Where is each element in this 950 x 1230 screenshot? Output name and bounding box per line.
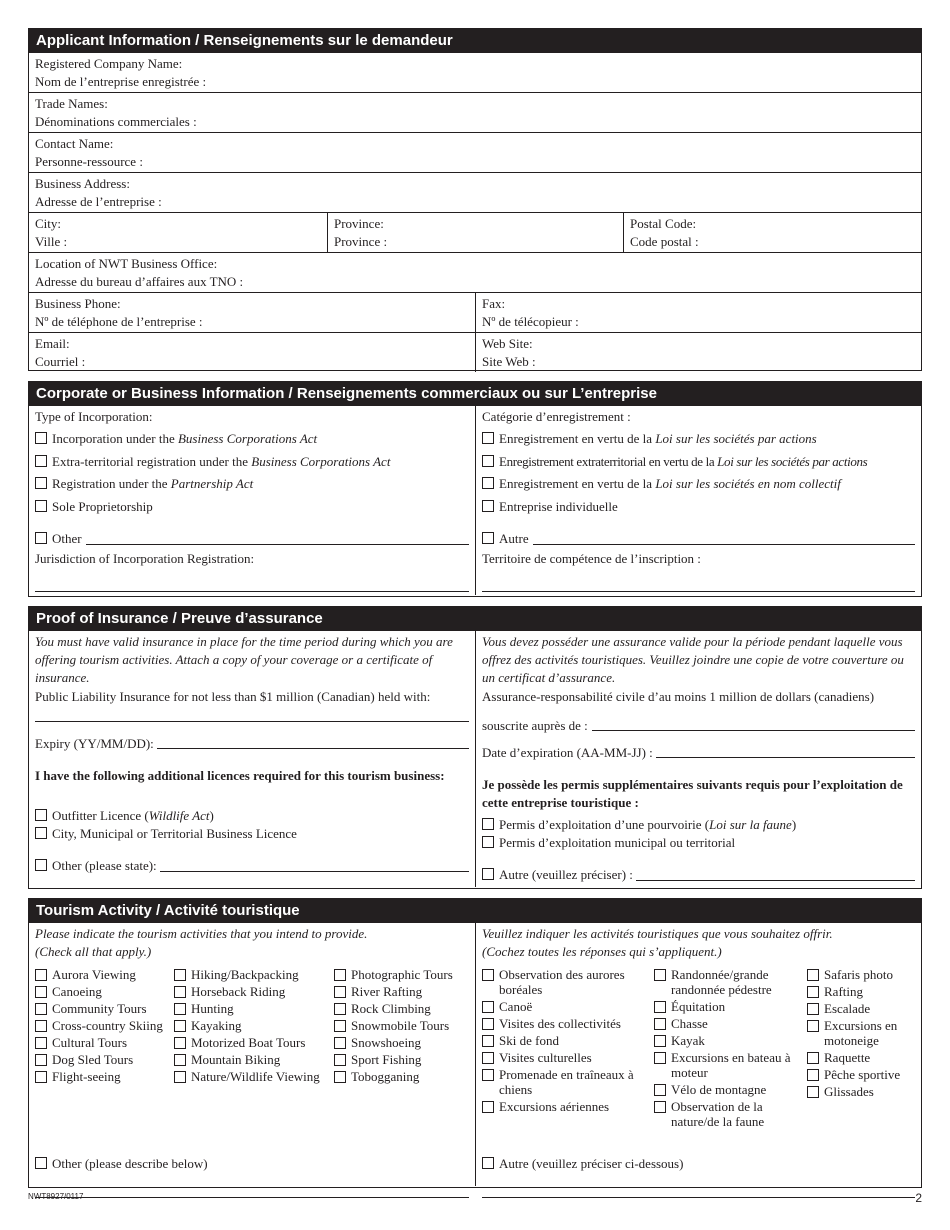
other-input-line[interactable] bbox=[86, 544, 469, 545]
corporate-section bbox=[28, 381, 922, 597]
activity-option[interactable] bbox=[35, 967, 174, 982]
insurance-header: Proof of Insurance / Preuve d’assurance bbox=[29, 607, 921, 631]
licences-heading-en: I have the following additional licences required for this tourism business: bbox=[35, 768, 445, 783]
checkbox[interactable] bbox=[35, 477, 47, 489]
other-licence-fr-input-line[interactable] bbox=[636, 880, 915, 881]
corporate-header: Corporate or Business Information / Renseignements commerciaux ou sur L’entreprise bbox=[29, 382, 921, 406]
held-field-fr[interactable]: souscrite auprès de : bbox=[482, 710, 915, 735]
activity-option[interactable] bbox=[807, 984, 915, 999]
activity-option[interactable] bbox=[334, 1018, 469, 1033]
checkbox[interactable] bbox=[482, 836, 494, 848]
activity-label: Raquette bbox=[824, 1050, 871, 1065]
postal-code-field[interactable] bbox=[623, 213, 921, 252]
website-label-fr: Site Web : bbox=[482, 354, 536, 369]
checkbox[interactable] bbox=[654, 969, 666, 981]
activity-option[interactable] bbox=[482, 1067, 648, 1097]
activity-label: Excursions aériennes bbox=[499, 1099, 610, 1114]
business-address-label-fr: Adresse de l’entreprise : bbox=[35, 194, 162, 209]
company-name-label-en: Registered Company Name: bbox=[35, 56, 183, 71]
activity-option[interactable] bbox=[334, 1069, 469, 1084]
business-phone-field[interactable] bbox=[29, 293, 475, 332]
other-activity-input-line[interactable] bbox=[35, 1196, 469, 1198]
province-label-en: Province: bbox=[334, 216, 384, 231]
checkbox[interactable] bbox=[807, 1069, 819, 1081]
trade-names-label-fr: Dénominations commerciales : bbox=[35, 114, 197, 129]
tourism-intro-en-1: Please indicate the tourism activities that you intend to provide. bbox=[35, 926, 368, 941]
checkbox[interactable] bbox=[174, 986, 186, 998]
activity-label: Photographic Tours bbox=[351, 967, 453, 982]
activity-option[interactable] bbox=[35, 1052, 174, 1067]
jurisdiction-label: Jurisdiction of Incorporation Registration: bbox=[35, 551, 255, 566]
activity-label: Sport Fishing bbox=[351, 1052, 422, 1067]
activity-option[interactable] bbox=[35, 1018, 174, 1033]
checkbox[interactable] bbox=[482, 455, 494, 467]
activity-label: Observation des aurores boréales bbox=[499, 967, 625, 997]
fr-partnership-option[interactable]: Enregistrement en vertu de la Loi sur les sociétés en nom collectif bbox=[482, 475, 915, 498]
insurance-french-column bbox=[475, 631, 921, 887]
contact-name-field[interactable] bbox=[29, 133, 921, 172]
checkbox[interactable] bbox=[334, 1037, 346, 1049]
form-code: NWT8927/0117 bbox=[28, 1192, 84, 1201]
activity-label: Canoeing bbox=[52, 984, 102, 999]
sole-proprietorship-option[interactable]: Sole Proprietorship bbox=[35, 498, 469, 521]
fax-label-fr: Nº de télécopieur : bbox=[482, 314, 579, 329]
checkbox[interactable] bbox=[35, 1003, 47, 1015]
checkbox[interactable] bbox=[35, 827, 47, 839]
activity-option[interactable] bbox=[654, 999, 801, 1014]
nwt-office-label-en: Location of NWT Business Office: bbox=[35, 256, 218, 271]
activity-label: Pêche sportive bbox=[824, 1067, 901, 1082]
trade-names-field[interactable] bbox=[29, 93, 921, 132]
applicant-header: Applicant Information / Renseignements sur le demandeur bbox=[29, 29, 921, 53]
checkbox[interactable] bbox=[482, 868, 494, 880]
checkbox[interactable] bbox=[35, 1157, 47, 1169]
activity-label: Promenade en traîneaux à chiens bbox=[499, 1067, 634, 1097]
expiry-field-en[interactable]: Expiry (YY/MM/DD): bbox=[35, 735, 469, 767]
fax-label-en: Fax: bbox=[482, 296, 506, 311]
checkbox[interactable] bbox=[174, 1037, 186, 1049]
activity-option[interactable] bbox=[654, 1050, 801, 1080]
activity-option[interactable] bbox=[35, 1035, 174, 1050]
activity-label: Hiking/Backpacking bbox=[191, 967, 299, 982]
activity-label: Excursions en bateau à moteur bbox=[671, 1050, 791, 1080]
checkbox[interactable] bbox=[654, 1035, 666, 1047]
checkbox[interactable] bbox=[334, 986, 346, 998]
outfitter-option[interactable]: Outfitter Licence (Wildlife Act) bbox=[35, 807, 469, 825]
checkbox[interactable] bbox=[482, 532, 494, 544]
insurance-intro-en: You must have valid insurance in place for the time period during which you are offering tourism activities. Attach a copy of your coverage or a certificate of insurance. bbox=[35, 634, 453, 685]
activity-label: Visites culturelles bbox=[499, 1050, 592, 1065]
type-of-incorporation-label: Type of Incorporation: bbox=[35, 409, 153, 424]
checkbox[interactable] bbox=[807, 969, 819, 981]
checkbox[interactable] bbox=[654, 1101, 666, 1113]
checkbox[interactable] bbox=[35, 1037, 47, 1049]
activity-option[interactable] bbox=[35, 1001, 174, 1016]
activity-label: Motorized Boat Tours bbox=[191, 1035, 306, 1050]
held-input-line[interactable] bbox=[592, 730, 915, 731]
activity-option[interactable] bbox=[654, 1082, 801, 1097]
activity-option[interactable] bbox=[35, 1069, 174, 1084]
activity-label: Kayak bbox=[671, 1033, 705, 1048]
checkbox[interactable] bbox=[35, 532, 47, 544]
activity-label: Safaris photo bbox=[824, 967, 893, 982]
activity-label: Kayaking bbox=[191, 1018, 242, 1033]
activities-en-col2 bbox=[174, 967, 334, 1086]
activity-option[interactable] bbox=[334, 1035, 469, 1050]
other-activity-option-fr[interactable]: Autre (veuillez préciser ci-dessous) bbox=[482, 1155, 915, 1175]
email-label-en: Email: bbox=[35, 336, 70, 351]
activity-label: Ski de fond bbox=[499, 1033, 559, 1048]
activity-label: Vélo de montagne bbox=[671, 1082, 767, 1097]
checkbox[interactable] bbox=[654, 1001, 666, 1013]
liability-label-fr: Assurance-responsabilité civile d’au moins 1 million de dollars (canadiens) bbox=[482, 689, 875, 704]
website-label-en: Web Site: bbox=[482, 336, 533, 351]
checkbox[interactable] bbox=[174, 1054, 186, 1066]
activity-option[interactable] bbox=[807, 967, 915, 982]
activity-label: Excursions en motoneige bbox=[824, 1018, 898, 1048]
website-field[interactable] bbox=[475, 333, 921, 372]
expiry-input-line[interactable] bbox=[157, 735, 469, 749]
checkbox[interactable] bbox=[482, 969, 494, 981]
activity-option[interactable] bbox=[482, 1050, 648, 1065]
activity-option[interactable] bbox=[482, 1099, 648, 1114]
checkbox[interactable] bbox=[35, 1071, 47, 1083]
page-number: 2 bbox=[915, 1191, 922, 1205]
extra-territorial-option[interactable]: Extra-territorial registration under the Business Corporations Act bbox=[35, 453, 469, 476]
activity-label: Tobogganing bbox=[351, 1069, 420, 1084]
insurance-intro-fr: Vous devez posséder une assurance valide pour la période pendant laquelle vous offrez des activités touristiques. Veuillez joindre une copie de votre couverture ou un certificat d’assurance. bbox=[482, 634, 904, 685]
activity-option[interactable] bbox=[174, 1069, 334, 1084]
fr-other-option[interactable]: Autre bbox=[482, 520, 915, 548]
checkbox[interactable] bbox=[174, 969, 186, 981]
province-label-fr: Province : bbox=[334, 234, 388, 249]
company-name-field[interactable] bbox=[29, 53, 921, 92]
checkbox[interactable] bbox=[35, 432, 47, 444]
activity-option[interactable] bbox=[334, 967, 469, 982]
activity-label: Snowmobile Tours bbox=[351, 1018, 450, 1033]
checkbox[interactable] bbox=[35, 986, 47, 998]
activity-option[interactable] bbox=[807, 1018, 915, 1048]
checkbox[interactable] bbox=[35, 1020, 47, 1032]
activity-option[interactable] bbox=[807, 1084, 915, 1099]
activity-option[interactable] bbox=[174, 1052, 334, 1067]
checkbox[interactable] bbox=[482, 1052, 494, 1064]
tourism-section bbox=[28, 898, 922, 1188]
tourism-header: Tourism Activity / Activité touristique bbox=[29, 899, 921, 923]
corporate-french-column bbox=[475, 406, 921, 595]
activity-label: Chasse bbox=[671, 1016, 708, 1031]
activity-option[interactable] bbox=[35, 984, 174, 999]
other-licence-option-fr[interactable]: Autre (veuillez préciser) : bbox=[482, 862, 915, 884]
checkbox[interactable] bbox=[174, 1003, 186, 1015]
checkbox[interactable] bbox=[482, 1157, 494, 1169]
checkbox[interactable] bbox=[807, 986, 819, 998]
activity-option[interactable] bbox=[482, 1016, 648, 1031]
activity-label: Équitation bbox=[671, 999, 726, 1014]
fr-sole-proprietorship-option[interactable]: Entreprise individuelle bbox=[482, 498, 915, 521]
contact-name-label-fr: Personne-ressource : bbox=[35, 154, 143, 169]
liability-input-line[interactable] bbox=[35, 720, 469, 722]
activity-option[interactable] bbox=[807, 1050, 915, 1065]
activity-option[interactable] bbox=[334, 1052, 469, 1067]
incorporation-option[interactable]: Incorporation under the Business Corporations Act bbox=[35, 430, 469, 453]
activity-option[interactable] bbox=[334, 984, 469, 999]
activity-label: Hunting bbox=[191, 1001, 234, 1016]
territoire-label: Territoire de compétence de l’inscription : bbox=[482, 551, 701, 566]
activity-label: Community Tours bbox=[52, 1001, 147, 1016]
city-label-en: City: bbox=[35, 216, 62, 231]
checkbox[interactable] bbox=[654, 1084, 666, 1096]
postal-code-label-fr: Code postal : bbox=[630, 234, 699, 249]
tourism-intro-fr-1: Veuillez indiquer les activités touristiques que vous souhaitez offrir. bbox=[482, 926, 833, 941]
checkbox[interactable] bbox=[334, 969, 346, 981]
checkbox[interactable] bbox=[35, 455, 47, 467]
province-field[interactable] bbox=[327, 213, 623, 252]
checkbox[interactable] bbox=[35, 859, 47, 871]
activity-option[interactable] bbox=[174, 1035, 334, 1050]
activity-label: Cultural Tours bbox=[52, 1035, 128, 1050]
activity-label: Dog Sled Tours bbox=[52, 1052, 134, 1067]
activity-label: Rafting bbox=[824, 984, 863, 999]
checkbox[interactable] bbox=[35, 500, 47, 512]
fr-other-input-line[interactable] bbox=[533, 544, 915, 545]
checkbox[interactable] bbox=[174, 1071, 186, 1083]
checkbox[interactable] bbox=[35, 1054, 47, 1066]
activity-label: Escalade bbox=[824, 1001, 871, 1016]
activity-option[interactable] bbox=[174, 1018, 334, 1033]
checkbox[interactable] bbox=[482, 1001, 494, 1013]
activity-label: Aurora Viewing bbox=[52, 967, 136, 982]
other-licence-option[interactable]: Other (please state): bbox=[35, 853, 469, 875]
activities-en-col1 bbox=[35, 967, 174, 1086]
activities-en bbox=[35, 967, 469, 1086]
activity-label: Mountain Biking bbox=[191, 1052, 281, 1067]
email-field[interactable] bbox=[29, 333, 475, 372]
activities-fr bbox=[482, 967, 915, 1131]
trade-names-label-en: Trade Names: bbox=[35, 96, 108, 111]
checkbox[interactable] bbox=[807, 1086, 819, 1098]
city-field[interactable] bbox=[29, 213, 327, 252]
checkbox[interactable] bbox=[807, 1052, 819, 1064]
licences-heading-fr: Je possède les permis supplémentaires suivants requis pour l’exploitation de cette entreprise touristique : bbox=[482, 777, 903, 810]
fr-extra-territorial-option[interactable]: Enregistrement extraterritorial en vertu de la Loi sur les sociétés par actions bbox=[482, 453, 915, 476]
checkbox[interactable] bbox=[482, 1101, 494, 1113]
activity-option[interactable] bbox=[654, 1033, 801, 1048]
activity-option[interactable] bbox=[174, 967, 334, 982]
other-option[interactable]: Other bbox=[35, 520, 469, 548]
checkbox[interactable] bbox=[482, 1018, 494, 1030]
checkbox[interactable] bbox=[334, 1054, 346, 1066]
checkbox[interactable] bbox=[807, 1020, 819, 1032]
activity-label: Horseback Riding bbox=[191, 984, 286, 999]
activity-label: Glissades bbox=[824, 1084, 874, 1099]
activity-option[interactable] bbox=[654, 1099, 801, 1129]
activity-label: Rock Climbing bbox=[351, 1001, 431, 1016]
activities-fr-col1 bbox=[482, 967, 654, 1131]
activity-label: Nature/Wildlife Viewing bbox=[191, 1069, 320, 1084]
checkbox[interactable] bbox=[35, 809, 47, 821]
insurance-english-column bbox=[29, 631, 475, 887]
nwt-office-field[interactable] bbox=[29, 253, 921, 292]
tourism-french-column bbox=[475, 923, 921, 1186]
activity-label: Randonnée/grande randonnée pédestre bbox=[671, 967, 772, 997]
fax-field[interactable] bbox=[475, 293, 921, 332]
activity-option[interactable] bbox=[654, 967, 801, 997]
business-phone-label-en: Business Phone: bbox=[35, 296, 121, 311]
checkbox[interactable] bbox=[482, 818, 494, 830]
nwt-office-label-fr: Adresse du bureau d’affaires aux TNO : bbox=[35, 274, 244, 289]
business-address-field[interactable] bbox=[29, 173, 921, 212]
outfitter-option-fr[interactable]: Permis d’exploitation d’une pourvoirie (Loi sur la faune) bbox=[482, 816, 915, 834]
activity-option[interactable] bbox=[174, 984, 334, 999]
activity-option[interactable] bbox=[482, 999, 648, 1014]
activity-option[interactable] bbox=[174, 1001, 334, 1016]
business-phone-label-fr: Nº de téléphone de l’entreprise : bbox=[35, 314, 203, 329]
checkbox[interactable] bbox=[35, 969, 47, 981]
checkbox[interactable] bbox=[334, 1003, 346, 1015]
tourism-intro-en-2: (Check all that apply.) bbox=[35, 944, 152, 959]
company-name-label-fr: Nom de l’entreprise enregistrée : bbox=[35, 74, 207, 89]
insurance-section bbox=[28, 606, 922, 889]
other-activity-fr-input-line[interactable] bbox=[482, 1196, 915, 1198]
contact-name-label-en: Contact Name: bbox=[35, 136, 114, 151]
activity-label: Flight-seeing bbox=[52, 1069, 121, 1084]
categorie-label: Catégorie d’enregistrement : bbox=[482, 409, 631, 424]
activity-option[interactable] bbox=[482, 1033, 648, 1048]
checkbox[interactable] bbox=[482, 1069, 494, 1081]
activity-option[interactable] bbox=[807, 1067, 915, 1082]
liability-label-en: Public Liability Insurance for not less than $1 million (Canadian) held with: bbox=[35, 689, 431, 704]
corporate-english-column bbox=[29, 406, 475, 595]
expiry-fr-input-line[interactable] bbox=[656, 744, 915, 758]
partnership-option[interactable]: Registration under the Partnership Act bbox=[35, 475, 469, 498]
email-label-fr: Courriel : bbox=[35, 354, 86, 369]
fr-incorporation-option[interactable]: Enregistrement en vertu de la Loi sur les sociétés par actions bbox=[482, 430, 915, 453]
activity-option[interactable] bbox=[807, 1001, 915, 1016]
activities-en-col3 bbox=[334, 967, 469, 1086]
checkbox[interactable] bbox=[334, 1020, 346, 1032]
postal-code-label-en: Postal Code: bbox=[630, 216, 697, 231]
checkbox[interactable] bbox=[482, 477, 494, 489]
checkbox[interactable] bbox=[807, 1003, 819, 1015]
checkbox[interactable] bbox=[654, 1018, 666, 1030]
activity-label: River Rafting bbox=[351, 984, 423, 999]
city-licence-option[interactable]: City, Municipal or Territorial Business Licence bbox=[35, 825, 469, 843]
territoire-input-line[interactable] bbox=[482, 590, 915, 592]
activity-label: Visites des collectivités bbox=[499, 1016, 621, 1031]
activity-label: Canoë bbox=[499, 999, 533, 1014]
city-label-fr: Ville : bbox=[35, 234, 68, 249]
business-address-label-en: Business Address: bbox=[35, 176, 130, 191]
other-licence-input-line[interactable] bbox=[160, 871, 469, 872]
checkbox[interactable] bbox=[482, 1035, 494, 1047]
activity-label: Cross-country Skiing bbox=[52, 1018, 163, 1033]
checkbox[interactable] bbox=[334, 1071, 346, 1083]
tourism-english-column bbox=[29, 923, 475, 1186]
activity-option[interactable] bbox=[334, 1001, 469, 1016]
checkbox[interactable] bbox=[482, 432, 494, 444]
activities-fr-col2 bbox=[654, 967, 807, 1131]
applicant-section bbox=[28, 28, 922, 371]
city-licence-option-fr[interactable]: Permis d’exploitation municipal ou territorial bbox=[482, 834, 915, 852]
activities-fr-col3 bbox=[807, 967, 915, 1131]
checkbox[interactable] bbox=[482, 500, 494, 512]
activity-label: Snowshoeing bbox=[351, 1035, 422, 1050]
jurisdiction-input-line[interactable] bbox=[35, 590, 469, 592]
tourism-intro-fr-2: (Cochez toutes les réponses qui s’appliquent.) bbox=[482, 944, 722, 959]
activity-label: Observation de la nature/de la faune bbox=[671, 1099, 765, 1129]
other-activity-option[interactable]: Other (please describe below) bbox=[35, 1155, 469, 1175]
activity-option[interactable] bbox=[654, 1016, 801, 1031]
checkbox[interactable] bbox=[174, 1020, 186, 1032]
checkbox[interactable] bbox=[654, 1052, 666, 1064]
activity-option[interactable] bbox=[482, 967, 648, 997]
expiry-field-fr[interactable]: Date d’expiration (AA-MM-JJ) : bbox=[482, 744, 915, 776]
